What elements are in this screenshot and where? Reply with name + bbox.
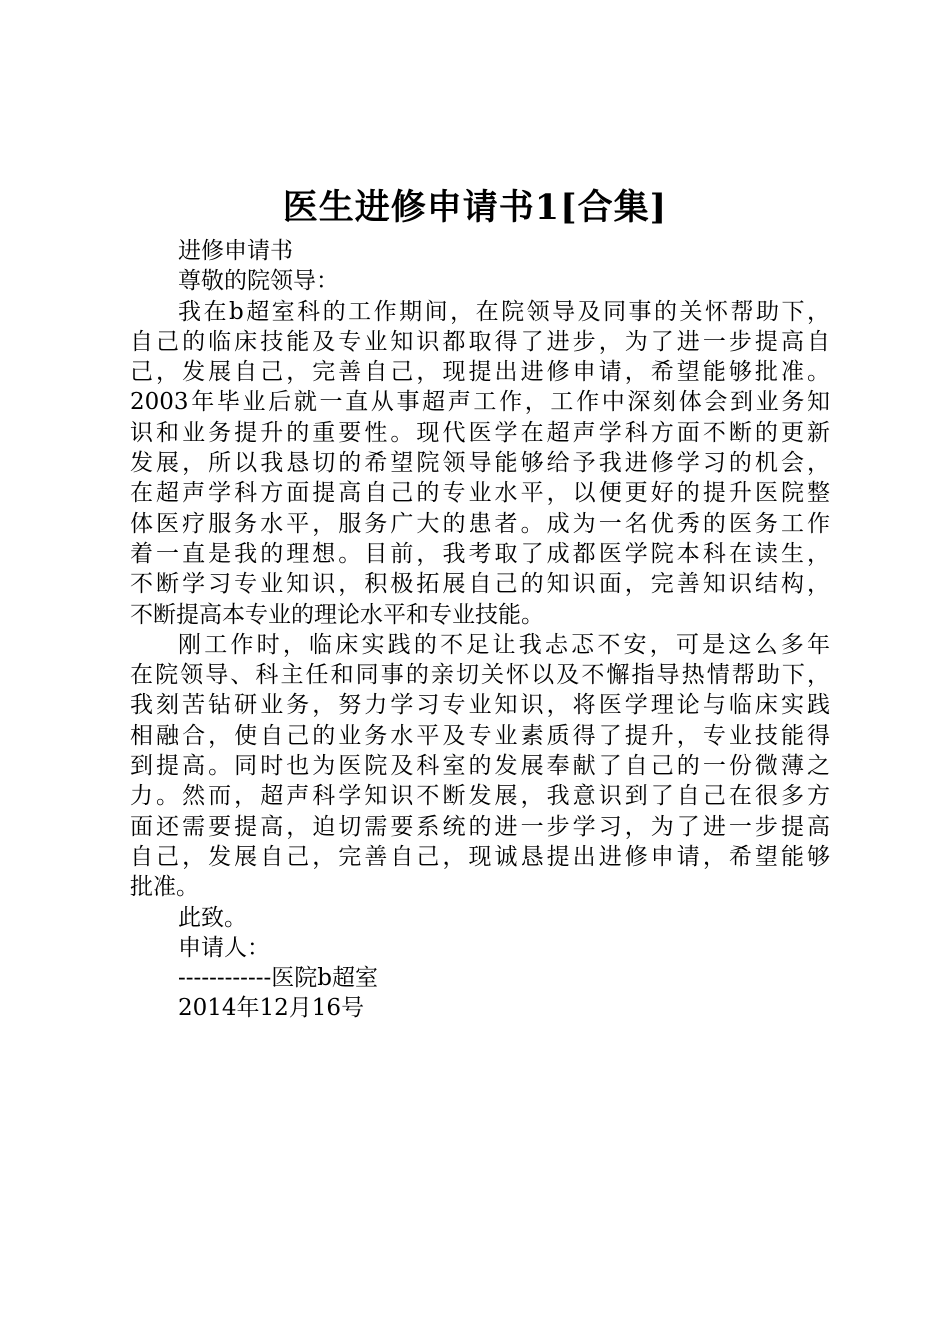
body-line: 相融合，使自己的业务水平及专业素质得了提升，专业技能得 [130,722,830,749]
body-line: 到提高。同时也为医院及科室的发展奉献了自己的一份微薄之 [130,753,830,780]
body-line: 我在b超室科的工作期间，在院领导及同事的关怀帮助下， [178,298,830,325]
body-line: 力。然而，超声科学知识不断发展，我意识到了自己在很多方 [130,783,830,810]
body-line: 我刻苦钻研业务，努力学习专业知识，将医学理论与临床实践 [130,692,830,719]
body-line: 不断学习专业知识，积极拓展自己的知识面，完善知识结构， [130,571,830,598]
body-line: 识和业务提升的重要性。现代医学在超声学科方面不断的更新 [130,419,830,446]
body-line: 进修申请书 [178,238,293,264]
body-line: 己，发展自己，完善自己，现提出进修申请，希望能够批准。 [130,359,830,386]
document-title: 医生进修申请书1[合集] [282,187,668,228]
body-line: 在院领导、科主任和同事的亲切关怀以及不懈指导热情帮助下， [130,662,830,689]
document-body [130,236,830,1024]
body-line: 2003年毕业后就一直从事超声工作，工作中深刻体会到业务知 [130,389,830,416]
body-line: ------------医院b超室 [178,965,378,992]
body-line: 自己，发展自己，完善自己，现诚恳提出进修申请，希望能够 [130,843,830,870]
body-line: 2014年12月16号 [178,995,365,1022]
body-line: 发展，所以我恳切的希望院领导能够给予我进修学习的机会， [130,450,830,477]
body-line: 自己的临床技能及专业知识都取得了进步，为了进一步提高自 [130,328,830,355]
body-line: 刚工作时，临床实践的不足让我忐忑不安，可是这么多年 [178,631,830,658]
body-line: 尊敬的院领导： [178,268,339,295]
body-line: 此致。 [178,904,247,931]
body-line: 面还需要提高，迫切需要系统的进一步学习，为了进一步提高 [130,813,830,840]
body-line: 体医疗服务水平，服务广大的患者。成为一名优秀的医务工作 [130,510,830,537]
body-line: 在超声学科方面提高自己的专业水平，以便更好的提升医院整 [130,480,830,507]
body-line: 不断提高本专业的理论水平和专业技能。 [130,601,544,628]
body-line: 着一直是我的理想。目前，我考取了成都医学院本科在读生， [130,540,830,567]
body-line: 申请人： [178,934,270,961]
body-line: 批准。 [130,874,199,901]
